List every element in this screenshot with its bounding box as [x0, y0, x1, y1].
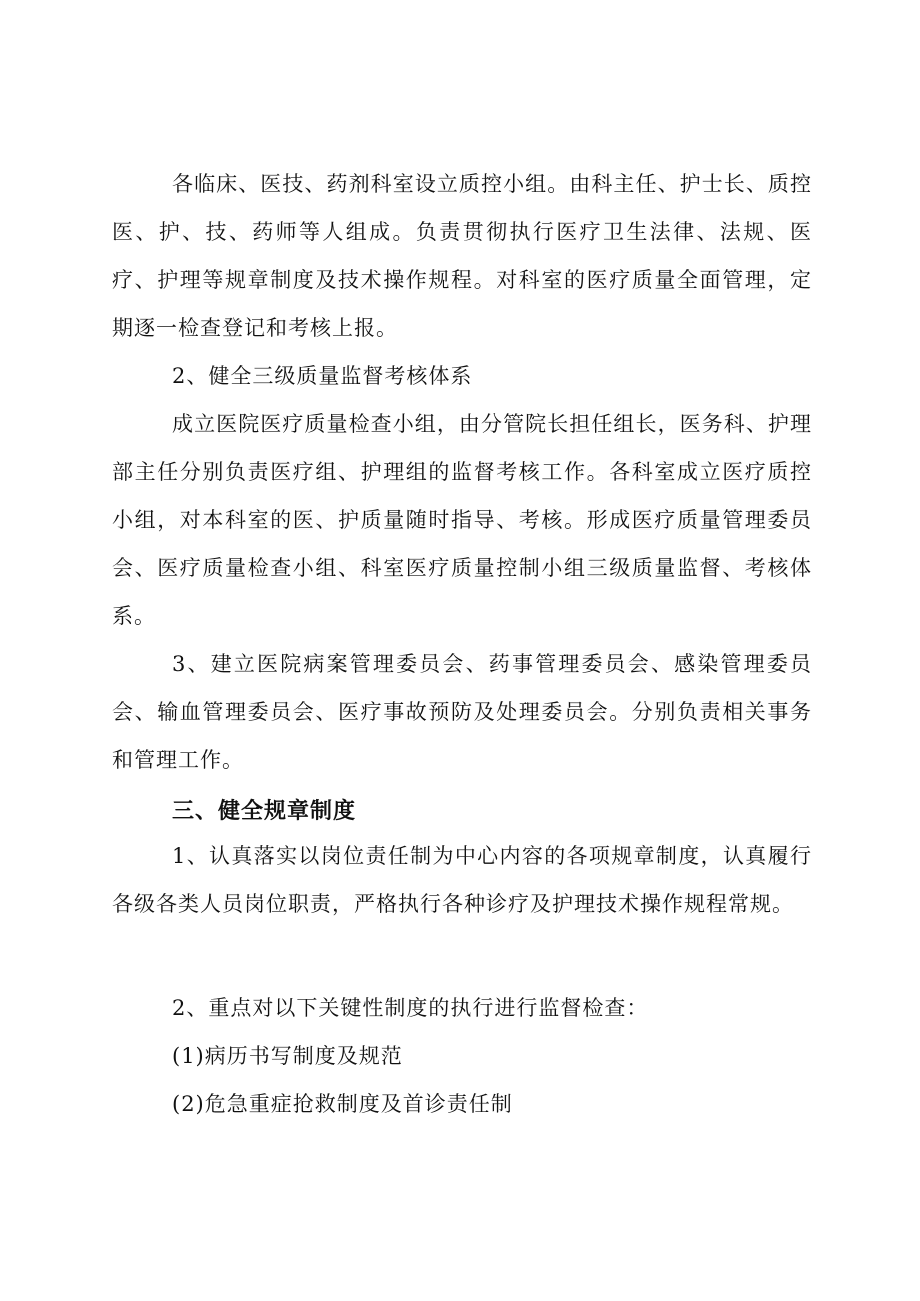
section-heading-rules: 三、健全规章制度	[172, 799, 357, 824]
three-level-system-title: 2、健全三级质量监督考核体系	[172, 364, 473, 388]
committees-paragraph: 3、建立医院病案管理委员会、药事管理委员会、感染管理委员会、输血管理委员会、医疗事故预防及处理委员会。分别负责相关事务和管理工作。	[112, 652, 812, 772]
rules-implementation-paragraph: 1、认真落实以岗位责任制为中心内容的各项规章制度，认真履行各级各类人员岗位职责，严格执行各种诊疗及护理技术操作规程常规。	[112, 844, 812, 916]
list-item: (1)病历书写制度及规范	[172, 1044, 403, 1068]
key-systems-supervision-paragraph: 2、重点对以下关键性制度的执行进行监督检查：	[172, 996, 649, 1020]
quality-inspection-team-paragraph: 成立医院医疗质量检查小组，由分管院长担任组长，医务科、护理部主任分别负责医疗组、护理组的监督考核工作。各科室成立医疗质控小组，对本科室的医、护质量随时指导、考核。形成医疗质量管理委员会、医疗质量检查小组、科室医疗质量控制小组三级质量监督、考核体系。	[112, 412, 812, 628]
quality-control-team-paragraph: 各临床、医技、药剂科室设立质控小组。由科主任、护士长、质控医、护、技、药师等人组成。负责贯彻执行医疗卫生法律、法规、医疗、护理等规章制度及技术操作规程。对科室的医疗质量全面管理，定期逐一检查登记和考核上报。	[112, 172, 812, 340]
list-item: (2)危急重症抢救制度及首诊责任制	[172, 1092, 513, 1116]
